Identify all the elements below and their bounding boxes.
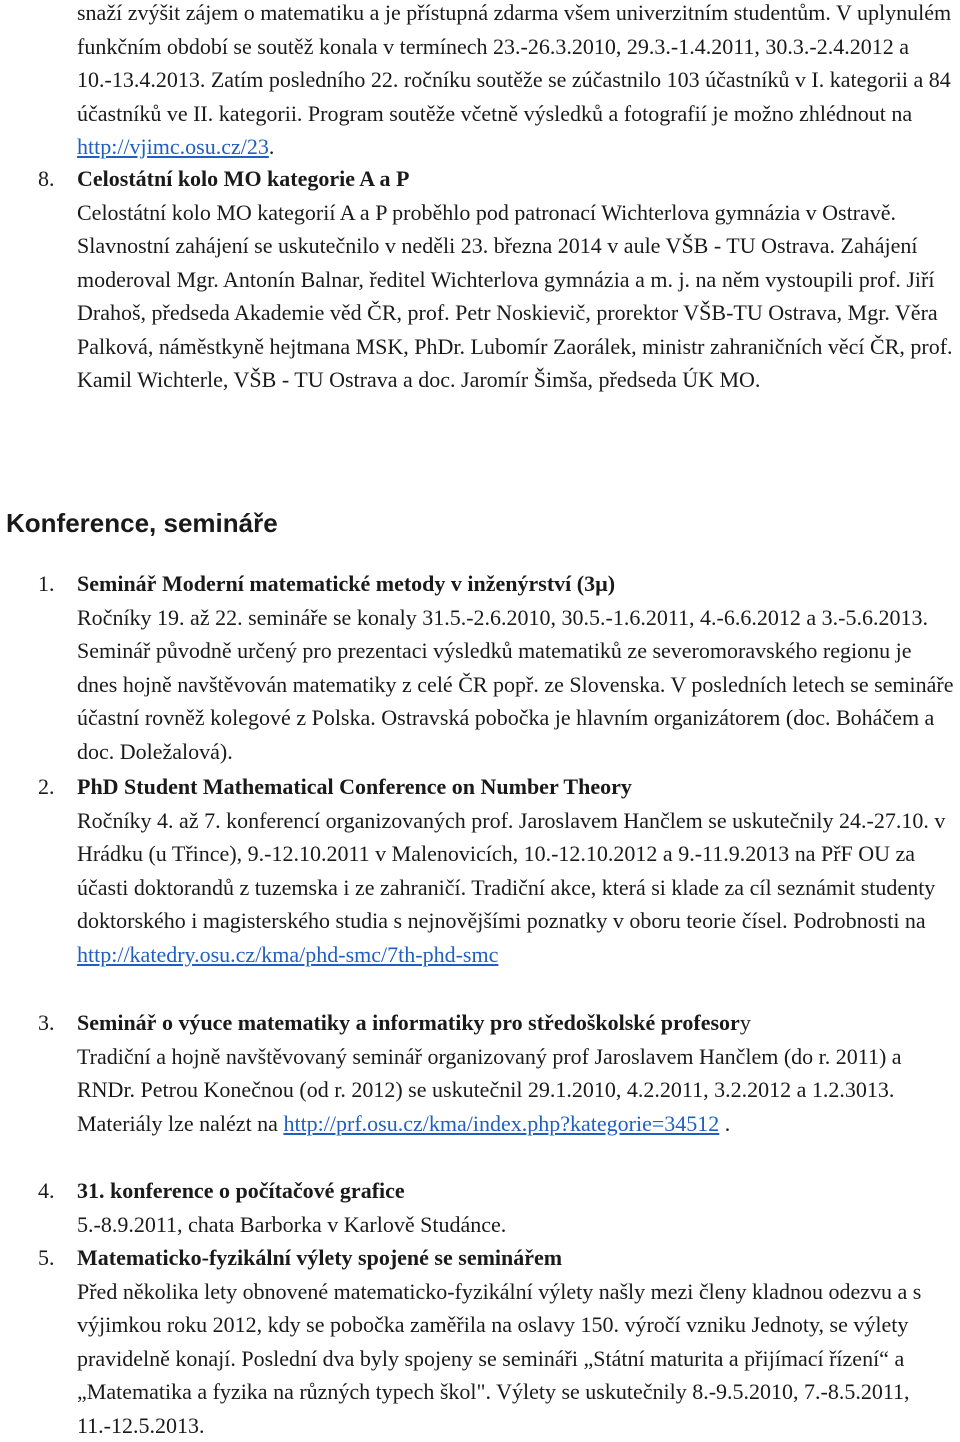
item-content [77,1174,955,1241]
item-title: 31. konference o počítačové grafice [77,1174,955,1208]
item-body: Ročníky 19. až 22. semináře se konaly 31.5.-2.6.2010, 30.5.-1.6.2011, 4.-6.6.2012 a 3.-5.6.2013. Seminář původně určený pro prezentaci výsledků matematiků ze severomoravského regionu je dnes hojně navštěvován matematiky z celé ČR popř. ze Slovenska. V posledních letech se semináře účastní rovněž kolegové z Polska. Ostravská pobočka je hlavním organizátorem (doc. Boháčem a doc. Doležalová). [77,601,955,769]
intro-body: snaží zvýšit zájem o matematiku a je přístupná zdarma všem univerzitním studentům. V uplynulém funkčním období se soutěž konala v termínech 23.-26.3.2010, 29.3.-1.4.2011, 30.3.-2.4.2012 a 10.-13.4.2013. Zatím posledního 22. ročníku soutěže se zúčastnilo 103 účastníků v I. kategorii a 84 účastníků ve II. kategorii. Program soutěže včetně výsledků a fotografií je možno zhlédnout na [77,0,951,126]
item-content [77,567,955,768]
item-body: Celostátní kolo MO kategorií A a P proběhlo pod patronací Wichterlova gymnázia v Ostravě. Slavnostní zahájení se uskutečnilo v neděli 23. března 2014 v aule VŠB - TU Ostrava. Zahájení moderoval Mgr. Antonín Balnar, ředitel Wichterlova gymnázia a m. j. na něm vystoupili prof. Jiří Drahoš, předseda Akademie věd ČR, prof. Petr Noskievič, prorektor VŠB-TU Ostrava, Mgr. Věra Palková, náměstkyně hejtmana MSK, PhDr. Lubomír Zaorálek, ministr zahraničních věcí ČR, prof. Kamil Wichterle, VŠB - TU Ostrava a doc. Jaromír Šimša, předseda ÚK MO. [77,196,955,397]
item-body: Tradiční a hojně navštěvovaný seminář organizovaný prof Jaroslavem Hančlem (do r. 2011) a RNDr. Petrou Konečnou (od r. 2012) se uskutečnil 29.1.2010, 4.2.2011, 3.2.2012 a 1.2.3013. Materiály lze nalézt na [77,1044,902,1136]
intro-text [77,0,955,164]
item-content [77,162,955,397]
item-content [77,1241,955,1442]
item-number: 1. [38,567,74,601]
item-body: 5.-8.9.2011, chata Barborka v Karlově Studánce. [77,1208,955,1242]
item-body: Ročníky 4. až 7. konferencí organizovaných prof. Jaroslavem Hančlem se uskutečnily 24.-27.10. v Hrádku (u Třince), 9.-12.10.2011 v Malenovicích, 10.-12.10.2012 a 9.-11.9.2013 na PřF OU za účasti doktorandů z tuzemska i ze zahraničí. Tradiční akce, která si klade za cíl seznámit studenty doktorského i magisterského studia s nejnovějšími poznatky v oboru teorie čísel. Podrobnosti na [77,808,945,934]
item-title-tail: y [740,1010,751,1035]
item-content [77,770,955,971]
item-title: Seminář o výuce matematiky a informatiky pro středoškolské profesor [77,1010,740,1035]
materials-link[interactable]: http://prf.osu.cz/kma/index.php?kategorie=34512 [283,1111,719,1136]
phd-smc-link[interactable]: http://katedry.osu.cz/kma/phd-smc/7th-phd-smc [77,942,498,967]
vjimc-link[interactable]: http://vjimc.osu.cz/23 [77,134,269,159]
intro-after: . [269,134,275,159]
item-number: 3. [38,1006,74,1040]
item-after: . [719,1111,730,1136]
item-number: 5. [38,1241,74,1275]
item-number: 2. [38,770,74,804]
item-content [77,1006,955,1140]
section-heading: Konference, semináře [6,505,278,541]
item-number: 8. [38,162,74,196]
item-title: Matematicko-fyzikální výlety spojené se seminářem [77,1241,955,1275]
item-number: 4. [38,1174,74,1208]
item-body: Před několika lety obnovené matematicko-fyzikální výlety našly mezi členy kladnou odezvu a s výjimkou roku 2012, kdy se pobočka zaměřila na oslavy 150. výročí vzniku Jednoty, se výlety pravidelně konají. Poslední dva byly spojeny se semináři „Státní maturita a přijímací řízení“ a „Matematika a fyzika na různých typech škol". Výlety se uskutečnily 8.-9.5.2010, 7.-8.5.2011, 11.-12.5.2013. [77,1275,955,1442]
item-title: Celostátní kolo MO kategorie A a P [77,162,955,196]
item-title: Seminář Moderní matematické metody v inženýrství (3µ) [77,567,955,601]
item-title: PhD Student Mathematical Conference on Number Theory [77,770,955,804]
